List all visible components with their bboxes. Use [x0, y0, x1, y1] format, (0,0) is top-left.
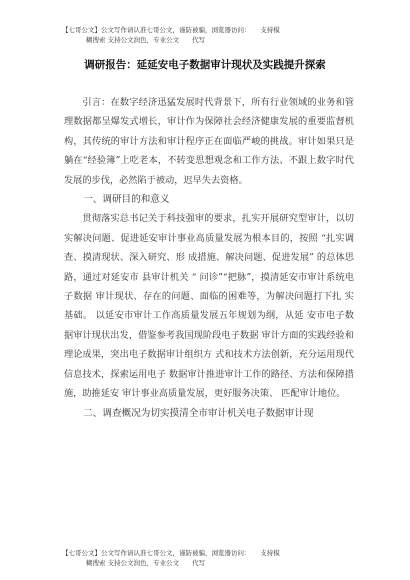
document-title: 调研报告：延延安电子数据审计现状及实践提升探索: [84, 59, 326, 71]
body-paragraph: 贯彻落实总书记关于科技强审的要求，扎实开展研究型审计，以切实解决问题、促进延安审计事业高质量发展为根本目的，按照 “扎实调查、摸清现状、深入研究、形 成措施、解决问题、促进发展” 的总体思路，通过对延安市 县审计机关 “ 问诊”“把脉”，摸清延安市审计系统电子数据 审计现状、存在的问题、面临的困难等，为解决问题打下扎 实基础。 以延安市审计工作高质量发展五年规划为纲，从延 安市电子数据审计现状出发，借鉴参考我国现阶段电子数据 审计方面的实践经验和理论成果，突出电子数据审计组织方 式和技术方法创新，充分运用现代信息技术，探索运用电子 数据审计推进审计工作的路径、方法和保障措施，助推延安 审计事业高质量发展，更好服务决策、 匹配审计地位。: [64, 213, 354, 400]
section-heading-2: 二、调查概况为切实摸清全市审计机关电子数据审计现: [83, 407, 314, 419]
footer-banner-line-1: 【七哥公文】公文写作请认准七哥公文，谨防被骗，浏览器访问： 支持模: [62, 549, 280, 557]
intro-paragraph: 引言：在数字经济迅猛发展时代背景下，所有行业领域的业务和管理数据都呈爆发式增长，审计作为保障社会经济健康发展的重要监督机构，其传统的审计方法和审计程序正在面临严峻的挑战。审计如果只是躺在“经验簿”上吃老本，不转变思想观念和工作方法、不跟上数字时代发展的步伐，必然陷于被动，迟早失去资格。: [64, 97, 354, 186]
header-banner: [62, 25, 362, 45]
header-banner-line-2: 糊搜索 支持公文润色，专业公文 代写: [86, 36, 206, 44]
footer-banner: [62, 548, 362, 568]
section-heading-1: 一、调研目的和意义: [83, 194, 170, 206]
document-body: [64, 93, 354, 423]
header-banner-line-1: 【七哥公文】公文写作请认准七哥公文，谨防被骗，浏览器访问： 支持模: [62, 26, 280, 34]
footer-banner-line-2: 糊搜索 支持公文润色，专业公文 代写: [86, 559, 206, 567]
